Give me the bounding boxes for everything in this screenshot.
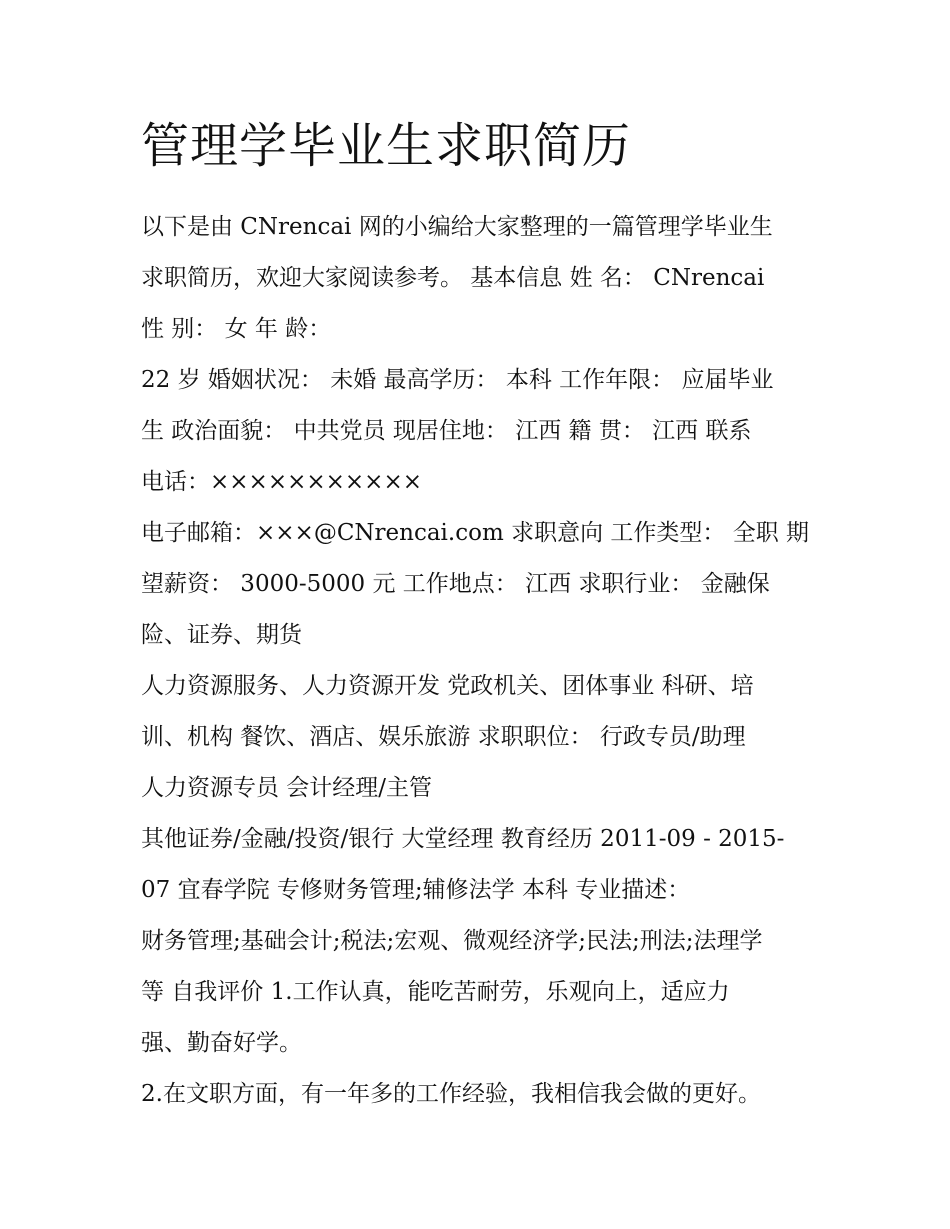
document-page [141, 112, 821, 1120]
text-line: 性 别： 女 年 龄： [141, 316, 332, 342]
text-line: 人力资源专员 会计经理/主管 [141, 775, 433, 801]
text-line: 生 政治面貌： 中共党员 现居住地： 江西 籍 贯： 江西 联系 [141, 418, 752, 444]
text-line: 人力资源服务、人力资源开发 党政机关、团体事业 科研、培 [141, 673, 754, 699]
text-line: 险、证券、期货 [141, 622, 302, 648]
text-line: 电话：××××××××××× [141, 469, 422, 495]
text-line: 07 宜春学院 专修财务管理;辅修法学 本科 专业描述： [141, 877, 691, 903]
text-line: 训、机构 餐饮、酒店、娱乐旅游 求职职位： 行政专员/助理 [141, 724, 746, 750]
text-line: 望薪资： 3000-5000 元 工作地点： 江西 求职行业： 金融保 [141, 571, 770, 597]
text-line: 强、勤奋好学。 [141, 1030, 302, 1056]
text-line: 财务管理;基础会计;税法;宏观、微观经济学;民法;刑法;法理学 [141, 928, 763, 954]
text-line: 22 岁 婚姻状况： 未婚 最高学历： 本科 工作年限： 应届毕业 [141, 367, 774, 393]
text-line: 以下是由 CNrencai 网的小编给大家整理的一篇管理学毕业生 [141, 214, 773, 240]
text-line: 求职简历，欢迎大家阅读参考。 基本信息 姓 名： CNrencai [141, 265, 765, 291]
document-title: 管理学毕业生求职简历 [141, 118, 632, 174]
text-line: 2.在文职方面，有一年多的工作经验，我相信我会做的更好。 [141, 1081, 761, 1107]
text-line: 等 自我评价 1.工作认真，能吃苦耐劳，乐观向上，适应力 [141, 979, 730, 1005]
text-line: 电子邮箱：×××@CNrencai.com 求职意向 工作类型： 全职 期 [141, 520, 809, 546]
text-line: 其他证券/金融/投资/银行 大堂经理 教育经历 2011-09 - 2015- [141, 826, 785, 852]
document-body [141, 202, 821, 1120]
